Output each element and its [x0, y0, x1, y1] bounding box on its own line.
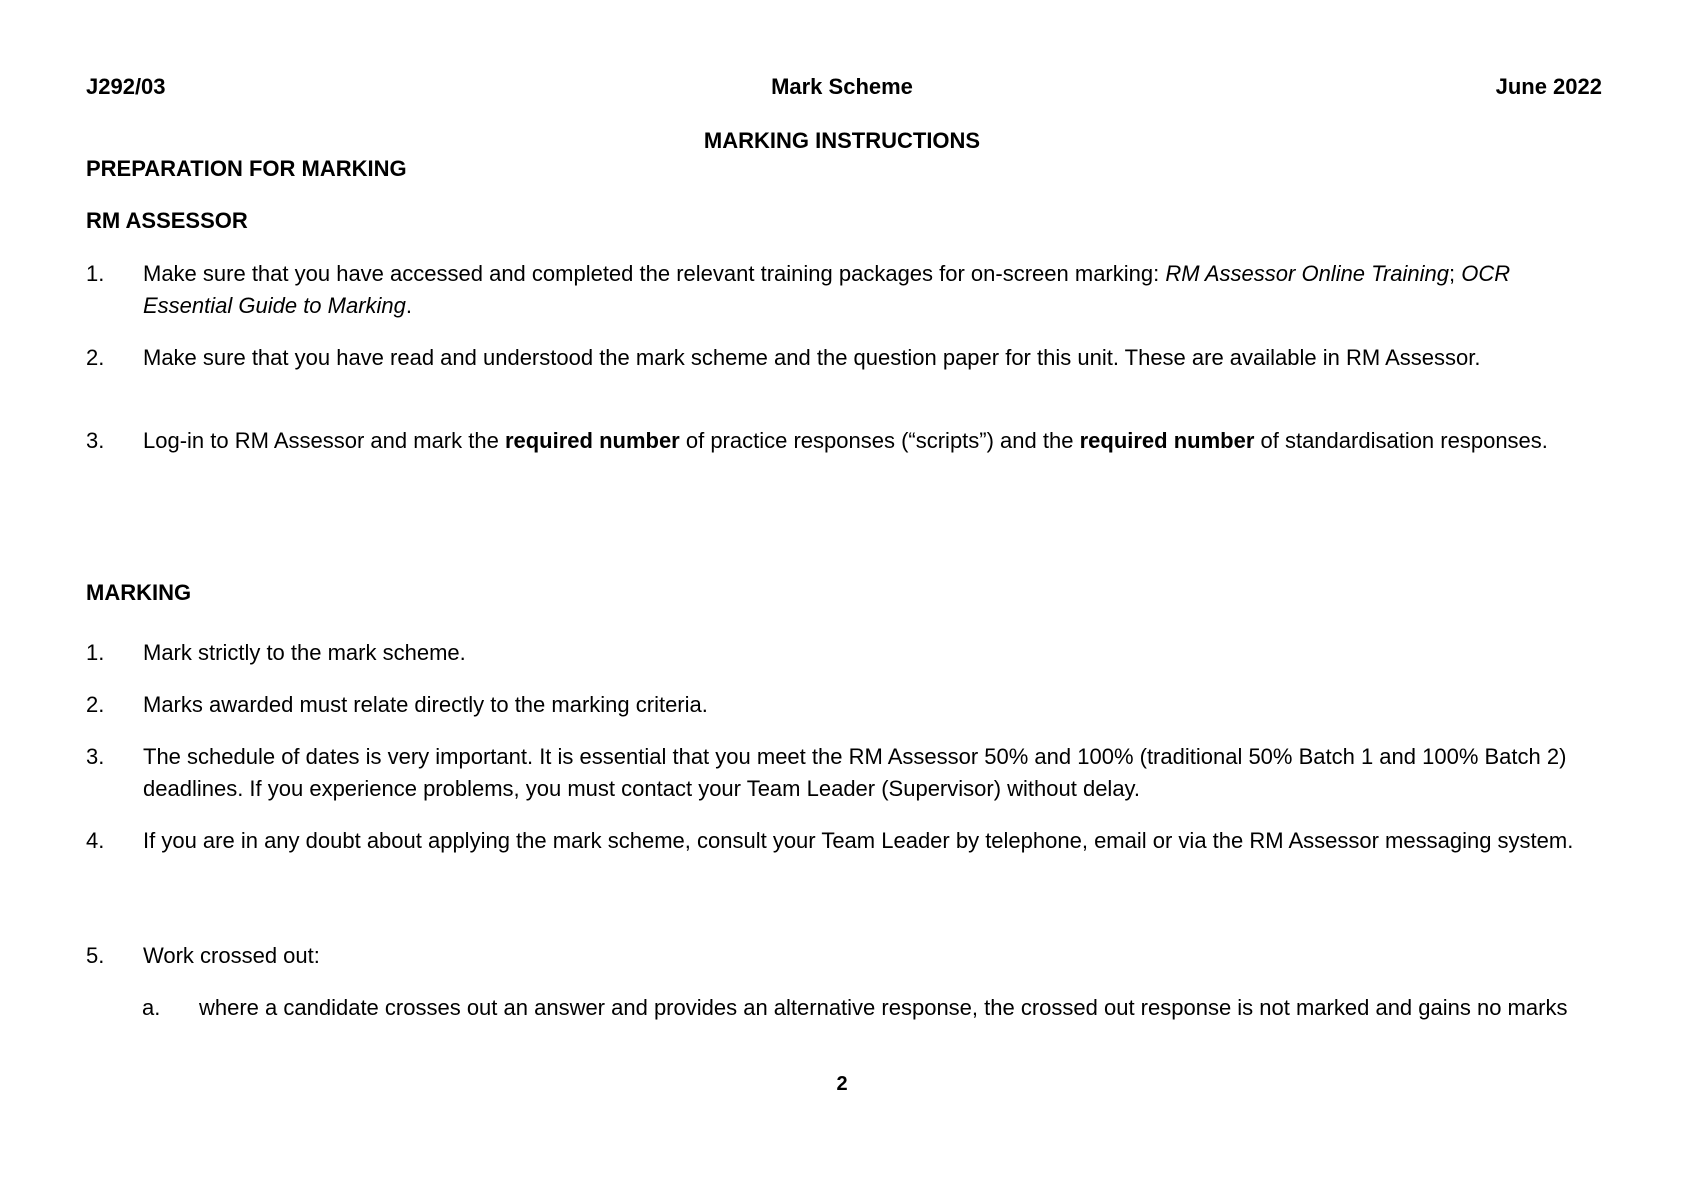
marking-item-4 — [86, 825, 1606, 857]
prep-item-2 — [86, 342, 1606, 374]
list-text: Log-in to RM Assessor and mark the required number of practice responses (“scripts”) and the required number of standardisation responses. — [143, 428, 1548, 453]
list-number: 4. — [86, 828, 105, 853]
list-letter: a. — [142, 995, 161, 1020]
prep-item-1 — [86, 258, 1606, 322]
page-number: 2 — [836, 1073, 848, 1095]
list-number: 3. — [86, 428, 105, 453]
marking-item-1 — [86, 637, 1606, 669]
list-text: If you are in any doubt about applying the mark scheme, consult your Team Leader by telephone, email or via the RM Assessor messaging system. — [143, 828, 1574, 853]
list-text: Mark strictly to the mark scheme. — [143, 640, 466, 665]
prep-heading: PREPARATION FOR MARKING — [86, 156, 407, 181]
list-text: Make sure that you have accessed and completed the relevant training packages for on-screen marking: RM Assessor Online Training; OCR Essential Guide to Marking. — [143, 261, 1511, 318]
list-number: 3. — [86, 744, 105, 769]
document-title: Mark Scheme — [771, 74, 913, 99]
list-text: Work crossed out: — [143, 943, 320, 968]
list-text: Make sure that you have read and understood the mark scheme and the question paper for this unit. These are available in RM Assessor. — [143, 345, 1481, 370]
prep-item-3 — [86, 425, 1606, 457]
list-number: 2. — [86, 692, 105, 717]
section-title: MARKING INSTRUCTIONS — [703, 128, 981, 153]
marking-item-2 — [86, 689, 1606, 721]
paper-code: J292/03 — [86, 74, 166, 99]
list-number: 1. — [86, 640, 105, 665]
list-number: 1. — [86, 261, 105, 286]
marking-item-3 — [86, 741, 1606, 805]
list-text: The schedule of dates is very important. It is essential that you meet the RM Assessor 50% and 100% (traditional 50% Batch 1 and 100% Batch 2) deadlines. If you experience problems, you must contact your Team Leader (Supervisor) without delay. — [143, 744, 1567, 801]
list-number: 5. — [86, 943, 105, 968]
marking-heading: MARKING — [86, 580, 192, 605]
list-text: Marks awarded must relate directly to the marking criteria. — [143, 692, 708, 717]
list-text: where a candidate crosses out an answer and provides an alternative response, the crossed out response is not marked and gains no marks — [199, 995, 1568, 1020]
document-date: June 2022 — [1495, 74, 1602, 99]
rm-assessor-heading: RM ASSESSOR — [86, 208, 248, 233]
list-number: 2. — [86, 345, 105, 370]
marking-subitem-a — [142, 992, 1606, 1024]
marking-item-5 — [86, 940, 1606, 972]
